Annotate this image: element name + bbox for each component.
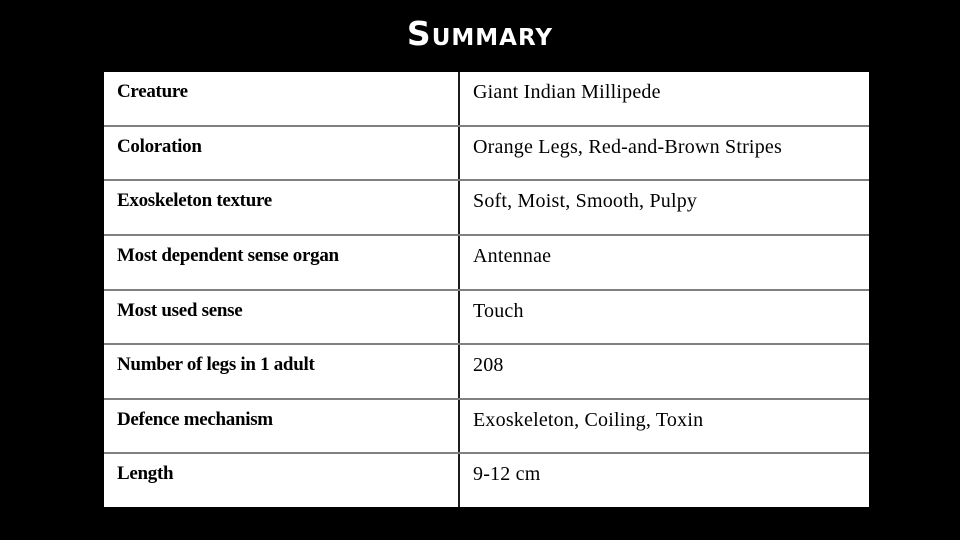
row-value: Antennae [473,244,552,267]
row-label: Creature [104,72,460,125]
row-value: Giant Indian Millipede [473,81,661,103]
summary-table [104,72,869,507]
table-row [104,452,869,507]
row-value: Soft, Moist, Smooth, Pulpy [473,190,698,213]
row-label: Exoskeleton texture [104,181,460,234]
row-value: Orange Legs, Red-and-Brown Stripes [473,135,782,158]
row-label: Length [104,454,460,507]
row-value: 208 [473,354,504,377]
row-value: 9-12 cm [473,463,541,486]
table-row [104,398,869,453]
table-row [104,234,869,289]
row-label: Most used sense [104,291,460,344]
row-label: Most dependent sense organ [104,236,460,289]
row-label: Coloration [104,127,460,180]
row-value: Touch [473,299,524,322]
row-label: Defence mechanism [104,400,460,453]
table-row [104,72,869,125]
table-row [104,179,869,234]
table-row [104,289,869,344]
slide-title: Summary [406,14,554,53]
table-row [104,125,869,180]
row-label: Number of legs in 1 adult [104,345,460,398]
row-value: Exoskeleton, Coiling, Toxin [473,408,704,431]
table-row [104,343,869,398]
